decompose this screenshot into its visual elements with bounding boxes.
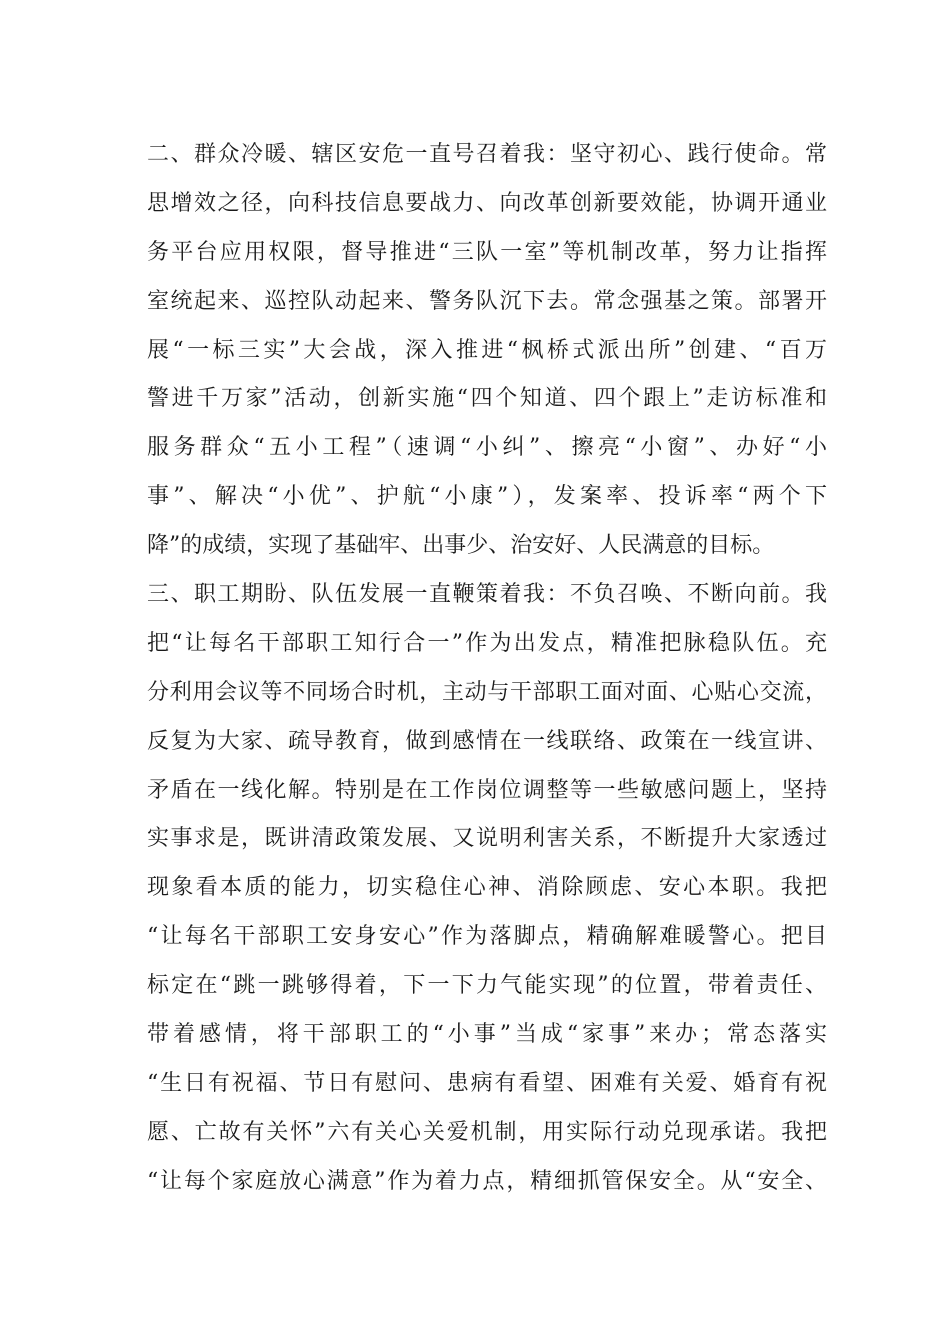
text-line: 降”的成绩，实现了基础牢、出事少、治安好、人民满意的目标。 xyxy=(147,533,775,559)
text-line: 服务群众“五小工程”（速调“小纠”、擦亮“小窗”、办好“小 xyxy=(147,435,827,461)
text-line: 标定在“跳一跳够得着，下一下力气能实现”的位置，带着责任、 xyxy=(147,973,827,999)
text-line: 三、职工期盼、队伍发展一直鞭策着我：不负召唤、不断向前。我 xyxy=(147,582,827,608)
text-line: 愿、亡故有关怀”六有关心关爱机制，用实际行动兑现承诺。我把 xyxy=(147,1119,827,1145)
text-line: 室统起来、巡控队动起来、警务队沉下去。常念强基之策。部署开 xyxy=(147,288,827,314)
text-line: 分利用会议等不同场合时机，主动与干部职工面对面、心贴心交流， xyxy=(147,679,827,705)
body-text xyxy=(147,131,827,1207)
text-line: “生日有祝福、节日有慰问、患病有看望、困难有关爱、婚育有祝 xyxy=(147,1070,827,1096)
text-line: 展“一标三实”大会战，深入推进“枫桥式派出所”创建、“百万 xyxy=(147,337,827,363)
text-line: “让每个家庭放心满意”作为着力点，精细抓管保安全。从“安全、 xyxy=(147,1168,827,1194)
text-line: 把“让每名干部职工知行合一”作为出发点，精准把脉稳队伍。充 xyxy=(147,630,827,656)
text-line: 现象看本质的能力，切实稳住心神、消除顾虑、安心本职。我把 xyxy=(147,875,827,901)
text-line: “让每名干部职工安身安心”作为落脚点，精确解难暖警心。把目 xyxy=(147,924,827,950)
text-line: 实事求是，既讲清政策发展、又说明利害关系，不断提升大家透过 xyxy=(147,826,827,852)
text-line: 矛盾在一线化解。特别是在工作岗位调整等一些敏感问题上，坚持 xyxy=(147,777,827,803)
text-line: 务平台应用权限，督导推进“三队一室”等机制改革，努力让指挥 xyxy=(147,239,827,265)
text-line: 反复为大家、疏导教育，做到感情在一线联络、政策在一线宣讲、 xyxy=(147,728,827,754)
text-line: 思增效之径，向科技信息要战力、向改革创新要效能，协调开通业 xyxy=(147,190,827,216)
text-line: 二、群众冷暖、辖区安危一直号召着我：坚守初心、践行使命。常 xyxy=(147,142,827,167)
text-line: 警进千万家”活动，创新实施“四个知道、四个跟上”走访标准和 xyxy=(147,386,827,412)
text-line: 事”、解决“小优”、护航“小康”），发案率、投诉率“两个下 xyxy=(147,484,827,510)
text-line: 带着感情，将干部职工的“小事”当成“家事”来办；常态落实 xyxy=(147,1022,827,1048)
